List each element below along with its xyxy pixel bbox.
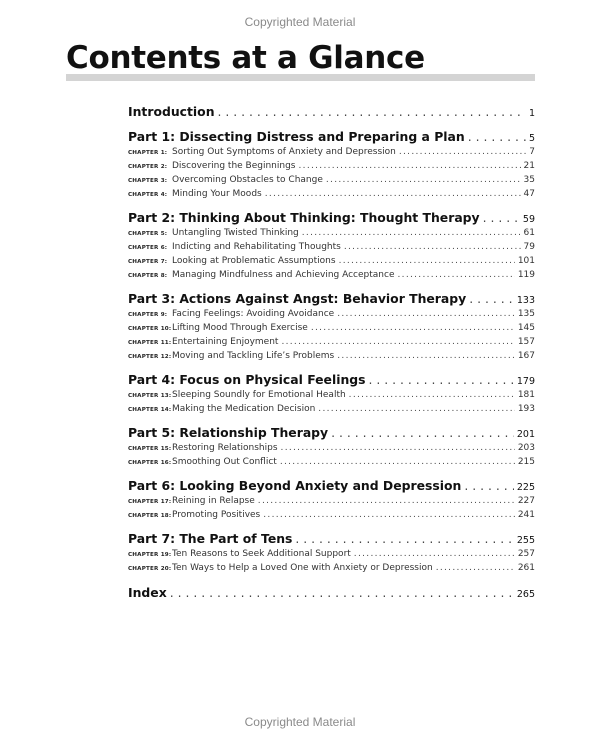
page-number: 179 bbox=[516, 376, 535, 387]
watermark-bottom: Copyrighted Material bbox=[244, 715, 356, 729]
watermark-top: Copyrighted Material bbox=[244, 15, 356, 29]
toc-chapter-entry[interactable] bbox=[128, 349, 535, 363]
page-number: 157 bbox=[517, 337, 535, 347]
page-number: 7 bbox=[529, 147, 535, 157]
dot-leader bbox=[280, 455, 515, 469]
chapter-title: Ten Reasons to Seek Additional Support bbox=[172, 549, 351, 559]
chapter-title: Facing Feelings: Avoiding Avoidance bbox=[172, 309, 335, 319]
toc-chapter-entry[interactable] bbox=[128, 145, 535, 159]
page-number: 227 bbox=[517, 496, 535, 506]
chapter-title: Moving and Tackling Life’s Problems bbox=[172, 351, 335, 361]
page-number: 215 bbox=[517, 457, 535, 467]
page-number: 181 bbox=[517, 390, 535, 400]
page-number: 119 bbox=[517, 270, 535, 280]
chapter-label: CHAPTER 20: bbox=[128, 566, 172, 572]
part-title: Introduction bbox=[128, 104, 215, 119]
dot-leader bbox=[281, 441, 515, 455]
toc-chapter-entry[interactable] bbox=[128, 268, 535, 282]
dot-leader bbox=[258, 494, 515, 508]
toc-section bbox=[128, 584, 535, 601]
toc-section bbox=[128, 128, 535, 201]
part-title: Part 7: The Part of Tens bbox=[128, 531, 293, 546]
chapter-title: Reining in Relapse bbox=[172, 496, 255, 506]
dot-leader bbox=[263, 508, 515, 522]
toc-part-entry[interactable] bbox=[128, 584, 535, 601]
chapter-label: CHAPTER 19: bbox=[128, 552, 172, 558]
dot-leader bbox=[295, 530, 513, 547]
dot-leader bbox=[326, 173, 521, 187]
dot-leader bbox=[398, 268, 515, 282]
toc-part-entry[interactable] bbox=[128, 128, 535, 145]
chapter-title: Overcoming Obstacles to Change bbox=[172, 175, 323, 185]
chapter-label: CHAPTER 9: bbox=[128, 312, 168, 318]
dot-leader bbox=[218, 103, 526, 120]
page-number: 265 bbox=[516, 589, 535, 600]
toc-chapter-entry[interactable] bbox=[128, 388, 535, 402]
page-number: 193 bbox=[517, 404, 535, 414]
chapter-title: Untangling Twisted Thinking bbox=[172, 228, 299, 238]
part-title: Part 2: Thinking About Thinking: Thought Therapy bbox=[128, 210, 480, 225]
toc-part-entry[interactable] bbox=[128, 209, 535, 226]
chapter-title: Lifting Mood Through Exercise bbox=[172, 323, 308, 333]
dot-leader bbox=[399, 145, 526, 159]
chapter-title: Smoothing Out Conflict bbox=[172, 457, 277, 467]
dot-leader bbox=[318, 402, 515, 416]
dot-leader bbox=[311, 321, 515, 335]
page-number: 225 bbox=[516, 482, 535, 493]
page-number: 35 bbox=[523, 175, 535, 185]
dot-leader bbox=[337, 349, 515, 363]
chapter-label: CHAPTER 11: bbox=[128, 340, 172, 346]
chapter-label: CHAPTER 10: bbox=[128, 326, 172, 332]
dot-leader bbox=[302, 226, 521, 240]
page-number: 133 bbox=[516, 295, 535, 306]
toc-chapter-entry[interactable] bbox=[128, 547, 535, 561]
chapter-label: CHAPTER 14: bbox=[128, 407, 172, 413]
dot-leader bbox=[483, 209, 520, 226]
toc-section bbox=[128, 209, 535, 282]
toc-chapter-entry[interactable] bbox=[128, 254, 535, 268]
page-number: 135 bbox=[517, 309, 535, 319]
toc-chapter-entry[interactable] bbox=[128, 307, 535, 321]
toc-chapter-entry[interactable] bbox=[128, 321, 535, 335]
dot-leader bbox=[331, 424, 514, 441]
toc-chapter-entry[interactable] bbox=[128, 494, 535, 508]
part-title: Part 1: Dissecting Distress and Preparing a Plan bbox=[128, 129, 465, 144]
part-title: Index bbox=[128, 585, 167, 600]
dot-leader bbox=[281, 335, 514, 349]
chapter-title: Discovering the Beginnings bbox=[172, 161, 296, 171]
chapter-title: Indicting and Rehabilitating Thoughts bbox=[172, 242, 341, 252]
page-number: 201 bbox=[516, 429, 535, 440]
toc-chapter-entry[interactable] bbox=[128, 226, 535, 240]
chapter-label: CHAPTER 5: bbox=[128, 231, 168, 237]
chapter-label: CHAPTER 8: bbox=[128, 273, 168, 279]
chapter-title: Promoting Positives bbox=[172, 510, 261, 520]
dot-leader bbox=[349, 388, 515, 402]
toc-chapter-entry[interactable] bbox=[128, 240, 535, 254]
toc-section bbox=[128, 371, 535, 416]
chapter-label: CHAPTER 7: bbox=[128, 259, 168, 265]
page-number: 61 bbox=[523, 228, 535, 238]
chapter-label: CHAPTER 13: bbox=[128, 393, 172, 399]
chapter-title: Restoring Relationships bbox=[172, 443, 278, 453]
toc-part-entry[interactable] bbox=[128, 290, 535, 307]
page-number: 79 bbox=[523, 242, 535, 252]
dot-leader bbox=[339, 254, 515, 268]
dot-leader bbox=[436, 561, 515, 575]
toc-chapter-entry[interactable] bbox=[128, 187, 535, 201]
chapter-title: Looking at Problematic Assumptions bbox=[172, 256, 336, 266]
toc-chapter-entry[interactable] bbox=[128, 508, 535, 522]
part-title: Part 3: Actions Against Angst: Behavior Therapy bbox=[128, 291, 467, 306]
chapter-label: CHAPTER 12: bbox=[128, 354, 172, 360]
toc-section bbox=[128, 290, 535, 363]
page-number: 203 bbox=[517, 443, 535, 453]
chapter-label: CHAPTER 18: bbox=[128, 513, 172, 519]
toc-part-entry[interactable] bbox=[128, 530, 535, 547]
dot-leader bbox=[468, 128, 526, 145]
part-title: Part 4: Focus on Physical Feelings bbox=[128, 372, 366, 387]
chapter-title: Making the Medication Decision bbox=[172, 404, 316, 414]
chapter-title: Entertaining Enjoyment bbox=[172, 337, 279, 347]
page-title: Contents at a Glance bbox=[66, 40, 425, 76]
page-number: 241 bbox=[517, 510, 535, 520]
toc-chapter-entry[interactable] bbox=[128, 159, 535, 173]
chapter-title: Sorting Out Symptoms of Anxiety and Depression bbox=[172, 147, 396, 157]
chapter-label: CHAPTER 17: bbox=[128, 499, 172, 505]
toc-section bbox=[128, 424, 535, 469]
toc-section bbox=[128, 530, 535, 575]
chapter-label: CHAPTER 4: bbox=[128, 192, 168, 198]
toc-section bbox=[128, 477, 535, 522]
page-number: 21 bbox=[523, 161, 535, 171]
page-number: 47 bbox=[523, 189, 535, 199]
chapter-label: CHAPTER 2: bbox=[128, 164, 168, 170]
dot-leader bbox=[299, 159, 521, 173]
toc-part-entry[interactable] bbox=[128, 371, 535, 388]
chapter-label: CHAPTER 16: bbox=[128, 460, 172, 466]
page-number: 1 bbox=[528, 108, 535, 119]
toc-part-entry[interactable] bbox=[128, 477, 535, 494]
toc-part-entry[interactable] bbox=[128, 103, 535, 120]
page-number: 145 bbox=[517, 323, 535, 333]
page-number: 257 bbox=[517, 549, 535, 559]
dot-leader bbox=[265, 187, 521, 201]
page-number: 101 bbox=[517, 256, 535, 266]
dot-leader bbox=[369, 371, 514, 388]
part-title: Part 5: Relationship Therapy bbox=[128, 425, 329, 440]
toc-chapter-entry[interactable] bbox=[128, 173, 535, 187]
chapter-label: CHAPTER 1: bbox=[128, 150, 168, 156]
toc-chapter-entry[interactable] bbox=[128, 335, 535, 349]
chapter-label: CHAPTER 3: bbox=[128, 178, 168, 184]
toc-chapter-entry[interactable] bbox=[128, 455, 535, 469]
dot-leader bbox=[354, 547, 515, 561]
toc-section bbox=[128, 103, 535, 120]
page-number: 59 bbox=[522, 214, 535, 225]
toc-chapter-entry[interactable] bbox=[128, 441, 535, 455]
part-title: Part 6: Looking Beyond Anxiety and Depression bbox=[128, 478, 462, 493]
page-number: 167 bbox=[517, 351, 535, 361]
page-number: 5 bbox=[528, 133, 535, 144]
chapter-label: CHAPTER 6: bbox=[128, 245, 168, 251]
page-number: 261 bbox=[517, 563, 535, 573]
dot-leader bbox=[170, 584, 514, 601]
toc-part-entry[interactable] bbox=[128, 424, 535, 441]
toc-chapter-entry[interactable] bbox=[128, 561, 535, 575]
chapter-label: CHAPTER 15: bbox=[128, 446, 172, 452]
toc-chapter-entry[interactable] bbox=[128, 402, 535, 416]
page-number: 255 bbox=[516, 535, 535, 546]
dot-leader bbox=[464, 477, 514, 494]
dot-leader bbox=[469, 290, 514, 307]
table-of-contents bbox=[128, 103, 535, 601]
dot-leader bbox=[337, 307, 515, 321]
chapter-title: Minding Your Moods bbox=[172, 189, 262, 199]
dot-leader bbox=[344, 240, 521, 254]
chapter-title: Ten Ways to Help a Loved One with Anxiety or Depression bbox=[172, 563, 433, 573]
chapter-title: Sleeping Soundly for Emotional Health bbox=[172, 390, 346, 400]
chapter-title: Managing Mindfulness and Achieving Acceptance bbox=[172, 270, 395, 280]
